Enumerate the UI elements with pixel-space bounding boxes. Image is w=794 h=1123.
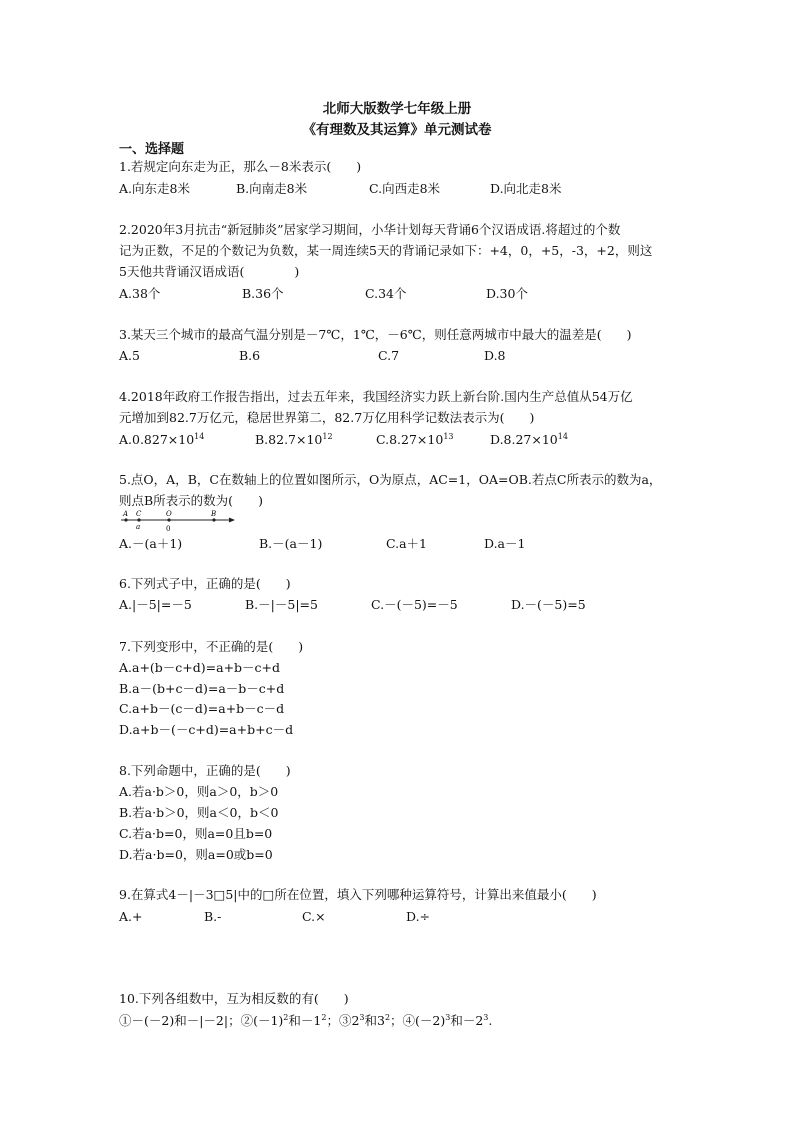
number-line-figure xyxy=(119,507,239,533)
q9-option-b: B.- xyxy=(204,909,222,924)
q2-option-a: A.38个 xyxy=(119,286,161,301)
q1-stem: 1.若规定向东走为正，那么－8米表示( ) xyxy=(119,159,362,174)
q4-option-c: $C.8.27\times 10^{13}$ xyxy=(376,431,454,447)
q8-stem: 8.下列命题中，正确的是( ) xyxy=(119,763,291,778)
exam-subtitle: 《有理数及其运算》单元测试卷 xyxy=(302,122,492,138)
q9-stem: 9.在算式4－|－3□5|中的□所在位置，填入下列哪种运算符号，计算出来值最小( ) xyxy=(119,887,597,902)
q8-option-b: B.若a·b＞0，则a＜0，b＜0 xyxy=(119,805,279,820)
label-b: B xyxy=(211,510,217,518)
q6-option-d: D.－(－5)=5 xyxy=(511,597,586,612)
section-heading: 一、选择题 xyxy=(119,142,185,157)
q6-option-b: B.－|－5|=5 xyxy=(245,597,318,612)
q3-option-b: B.6 xyxy=(239,348,261,363)
q7-option-a: A.a+(b－c+d)=a+b－c+d xyxy=(119,660,281,675)
q7-option-d: D.a+b－(－c+d)=a+b+c－d xyxy=(119,722,294,737)
q3-stem: 3.某天三个城市的最高气温分别是－7℃，1℃，－6℃，则任意两城市中最大的温差是( ) xyxy=(119,327,632,342)
q6-option-c: C.－(－5)=－5 xyxy=(371,597,458,612)
q4-option-b: $B.82.7\times 10^{12}$ xyxy=(255,431,333,447)
q4-stem-line2: 元增加到82.7万亿元，稳居世界第二，82.7万亿用科学记数法表示为( ) xyxy=(119,410,535,425)
label-zero: 0 xyxy=(166,525,171,533)
q3-option-a: A.5 xyxy=(119,348,140,363)
label-a: A xyxy=(123,510,129,518)
q5-stem-line1: 5.点O，A，B，C在数轴上的位置如图所示，O为原点，AC=1，OA=OB.若点C所表示的数为a， xyxy=(119,472,662,487)
q5-stem-line2: 则点B所表示的数为( ) xyxy=(119,493,263,508)
q10-stem: 10.下列各组数中，互为相反数的有( ) xyxy=(119,991,349,1006)
point-c-dot xyxy=(137,518,140,521)
q7-option-c: C.a+b－(c－d)=a+b－c－d xyxy=(119,701,285,716)
q5-option-a: A.－(a＋1) xyxy=(119,536,183,551)
q3-option-c: C.7 xyxy=(378,348,400,363)
q4-option-d: $D.8.27\times 10^{14}$ xyxy=(490,431,568,447)
q9-option-a: A.+ xyxy=(119,909,143,924)
q7-stem: 7.下列变形中，不正确的是( ) xyxy=(119,639,304,654)
point-o-dot xyxy=(167,518,170,521)
q2-option-c: C.34个 xyxy=(365,286,407,301)
label-o: O xyxy=(166,510,172,518)
q9-option-c: C.× xyxy=(302,909,326,924)
label-c: C xyxy=(136,510,142,518)
point-a-dot xyxy=(124,518,127,521)
q3-option-d: D.8 xyxy=(484,348,506,363)
q8-option-c: C.若a·b=0，则a=0且b=0 xyxy=(119,826,273,841)
q5-option-b: B.－(a－1) xyxy=(259,536,323,551)
exam-title: 北师大版数学七年级上册 xyxy=(322,101,472,117)
q6-stem: 6.下列式子中，正确的是( ) xyxy=(119,576,291,591)
q2-stem-line1: 2.2020年3月抗击“新冠肺炎”居家学习期间，小华计划每天背诵6个汉语成语.将超过的个数 xyxy=(119,222,621,237)
q10-items: ①－(－2)和－|－2|；$②(-1)^2$和$-1^2$；$③2^3$和$3^2$；$④(-2)^3$和$-2^3$. xyxy=(119,1012,493,1028)
q4-stem-line1: 4.2018年政府工作报告指出，过去五年来，我国经济实力跃上新台阶.国内生产总值从54万亿 xyxy=(119,389,633,404)
number-line-arrow xyxy=(229,518,235,523)
q8-option-d: D.若a·b=0，则a=0或b=0 xyxy=(119,847,273,862)
q1-option-a: A.向东走8米 xyxy=(119,181,190,196)
q2-option-b: B.36个 xyxy=(242,286,284,301)
q5-option-c: C.a＋1 xyxy=(386,536,427,551)
label-a-value: a xyxy=(136,523,141,531)
q1-option-b: B.向南走8米 xyxy=(236,181,308,196)
q2-stem-line3: 5天他共背诵汉语成语( ) xyxy=(119,264,300,279)
q5-option-d: D.a－1 xyxy=(484,536,526,551)
q9-option-d: D.÷ xyxy=(406,909,431,924)
point-b-dot xyxy=(212,518,215,521)
q6-option-a: A.|－5|=－5 xyxy=(119,597,192,612)
q1-option-c: C.向西走8米 xyxy=(369,181,441,196)
q2-stem-line2: 记为正数，不足的个数记为负数，某一周连续5天的背诵记录如下：+4，0，+5，-3，+2，则这 xyxy=(119,243,653,258)
q1-option-d: D.向北走8米 xyxy=(490,181,562,196)
q7-option-b: B.a－(b+c－d)=a－b－c+d xyxy=(119,681,285,696)
q4-option-a: $A.0.827\times 10^{14}$ xyxy=(119,431,205,447)
q2-option-d: D.30个 xyxy=(486,286,528,301)
q8-option-a: A.若a·b＞0，则a＞0，b＞0 xyxy=(119,784,279,799)
